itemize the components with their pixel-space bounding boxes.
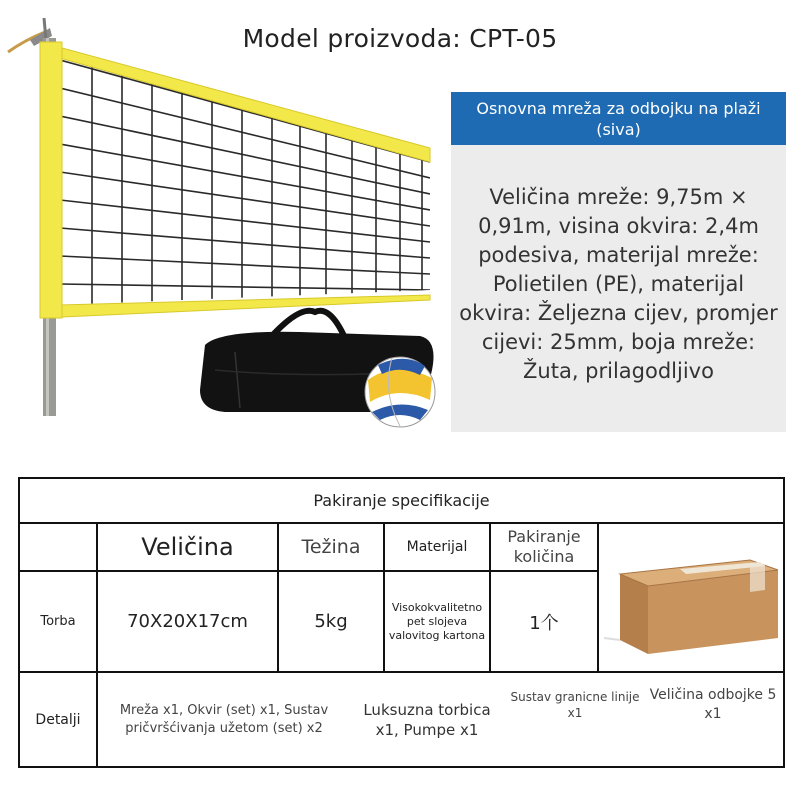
header-quantity: Pakiranje količina [507,527,581,566]
bag-quantity: 1个 [529,612,559,634]
product-image [0,0,440,440]
spec-panel-description: Veličina mreže: 9,75m × 0,91m, visina okvira: 2,4m podesiva, materijal mreže: Polietilen (PE), materijal okvira: Željezna cijev, promjer cijevi: 25mm, boja mreže: Žuta, prilagodljivo [459,185,778,383]
details-item-1: Mreža x1, Okvir (set) x1, Sustav pričvršćivanja užetom (set) x2 [119,703,329,736]
bag-weight: 5kg [314,611,348,632]
cardboard-box-illustration [600,552,785,662]
header-weight: Težina [301,536,361,558]
table-title: Pakiranje specifikacije [313,491,490,510]
volleyball-illustration [365,357,435,427]
volleyball-net-illustration [40,42,430,318]
row-label-bag: Torba [40,614,76,629]
product-model-title: Model proizvoda: CPT-05 [242,24,558,53]
header-material: Materijal [406,539,468,555]
row-label-details: Detalji [35,711,81,728]
details-item-3: Sustav granicne linije x1 [510,690,640,720]
details-item-2: Luksuzna torbica x1, Pumpe x1 [363,701,491,739]
spec-panel-heading: Osnovna mreža za odbojku na plaži (siva) [451,92,786,145]
bag-material: Visokokvalitetno pet slojeva valovitog kartona [388,600,486,642]
header-size: Veličina [141,533,234,561]
bag-size: 70X20X17cm [127,611,248,632]
details-item-4: Veličina odbojke 5 x1 [649,687,777,722]
spec-panel [451,92,786,432]
